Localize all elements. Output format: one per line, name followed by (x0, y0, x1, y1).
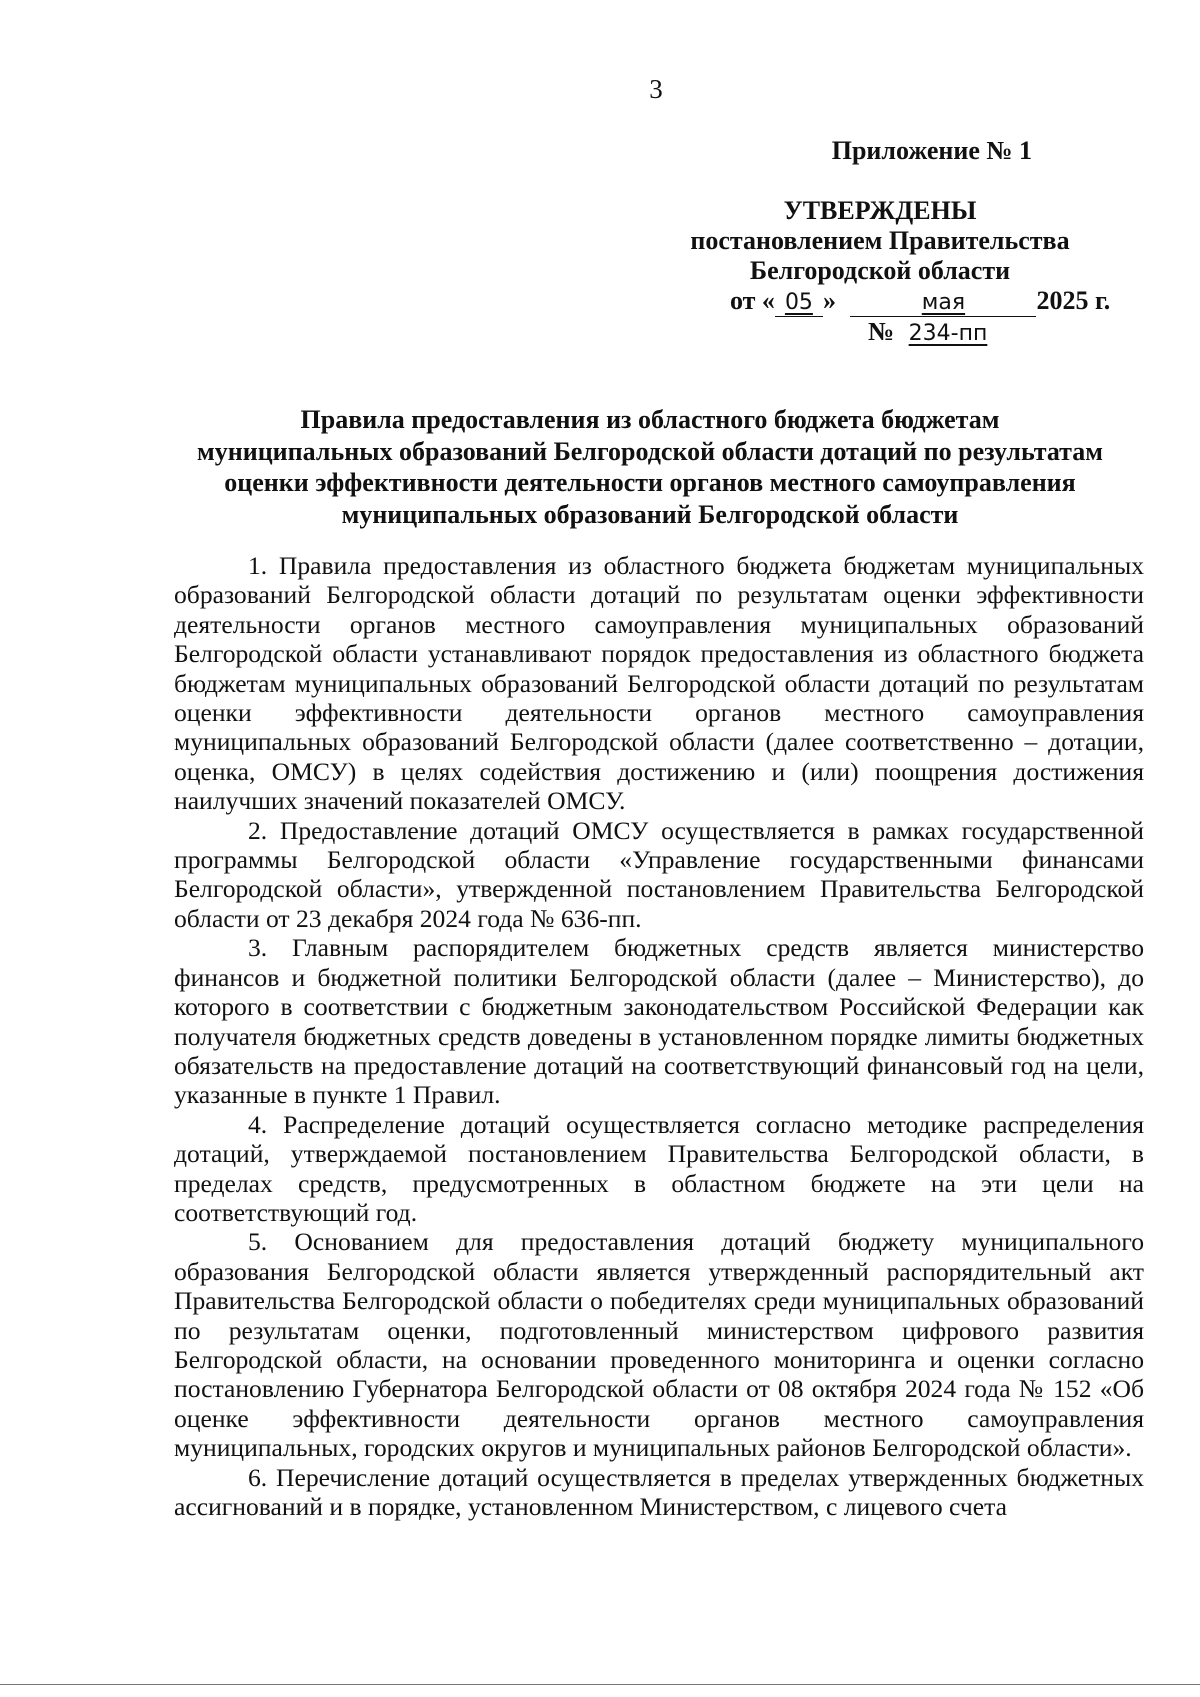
decree-number (868, 317, 1200, 349)
paragraph-1: 1. Правила предоставления из областного бюджета бюджетам муниципальных образований Белгородской области дотаций по результатам оценки эффективности деятельности органов местного самоуправления муниципальных образований Белгородской области устанавливают порядок предоставления из областного бюджета бюджетам муниципальных образований Белгородской области дотаций по результатам оценки эффективности деятельности органов местного самоуправления муниципальных образований Белгородской области (далее соответственно – дотации, оценка, ОМСУ) в целях содействия достижению и (или) поощрения достижения наилучших значений показателей ОМСУ. (174, 551, 1144, 816)
decree-label: постановлением Правительства (690, 226, 1070, 255)
paragraph-3: 3. Главным распорядителем бюджетных средств является министерство финансов и бюджетной политики Белгородской области (далее – Министерство), до которого в соответствии с бюджетным законодательством Российской Федерации как получателя бюджетных средств доведены в установленном порядке лимиты бюджетных обязательств на предоставление дотаций на соответствующий финансовый год на цели, указанные в пункте 1 Правил. (174, 933, 1144, 1110)
document-body (174, 551, 1144, 1521)
date-month-field (850, 288, 1036, 317)
page-bottom-edge (0, 1684, 1200, 1685)
decree-date (730, 286, 1200, 317)
date-year: 2025 г. (1036, 286, 1111, 315)
approved-label: УТВЕРЖДЕНЫ (783, 196, 977, 225)
title-line: Правила предоставления из областного бюджета бюджетам (300, 405, 1000, 434)
title-line: оценки эффективности деятельности органов местного самоуправления (224, 468, 1076, 497)
number-prefix: № (868, 317, 895, 346)
date-month: мая (921, 290, 966, 315)
number-value: 234-пп (908, 321, 988, 346)
document-title (150, 404, 1150, 530)
date-day-close: » (822, 286, 836, 315)
appendix-label: Приложение № 1 (831, 136, 1032, 165)
title-line: муниципальных образований Белгородской области (341, 499, 959, 529)
approval-block (560, 136, 1200, 349)
date-day-field (775, 288, 823, 317)
paragraph-4: 4. Распределение дотаций осуществляется согласно методике распределения дотаций, утверждаемой постановлением Правительства Белгородской области, в пределах средств, предусмотренных в областном бюджете на эти цели на соответствующий год. (174, 1109, 1144, 1227)
date-prefix: от « (730, 286, 775, 315)
paragraph-5: 5. Основанием для предоставления дотаций бюджету муниципального образования Белгородской области является утвержденный распорядительный акт Правительства Белгородской области о победителях среди муниципальных образований по результатам оценки, подготовленный министерством цифрового развития Белгородской области, на основании проведенного мониторинга и оценки согласно постановлению Губернатора Белгородской области от 08 октября 2024 года № 152 «Об оценке эффективности деятельности органов местного самоуправления муниципальных, городских округов и муниципальных районов Белгородской области». (174, 1227, 1144, 1463)
paragraph-2: 2. Предоставление дотаций ОМСУ осуществляется в рамках государственной программы Белгородской области «Управление государственными финансами Белгородской области», утвержденной постановлением Правительства Белгородской области от 23 декабря 2024 года № 636-пп. (174, 815, 1144, 933)
paragraph-6: 6. Перечисление дотаций осуществляется в пределах утвержденных бюджетных ассигнований и в порядке, установленном Министерством, с лицевого счета (174, 1462, 1144, 1521)
title-line: муниципальных образований Белгородской области дотаций по результатам (197, 436, 1103, 466)
date-day: 05 (784, 290, 813, 315)
region-label: Белгородской области (749, 256, 1011, 285)
page-number: 3 (649, 74, 663, 104)
